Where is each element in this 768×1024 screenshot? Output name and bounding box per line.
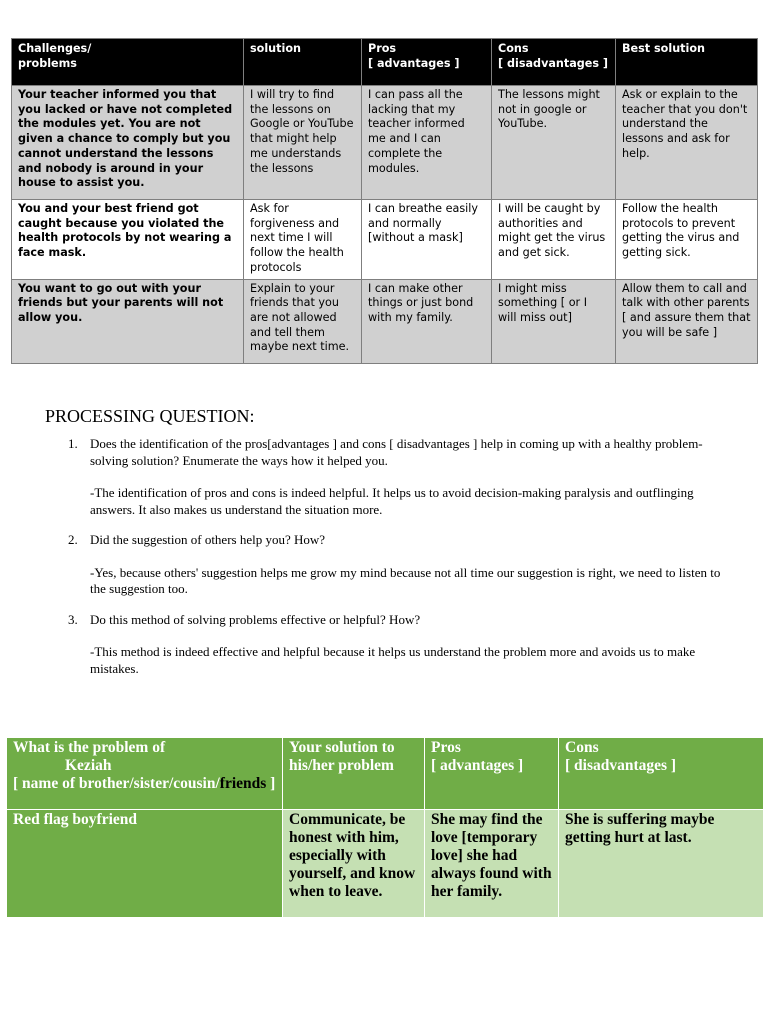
problem-cell: Red flag boyfriend xyxy=(7,810,283,918)
cons-cell: I might miss something [ or I will miss out] xyxy=(492,279,616,363)
keziah-table-header-row xyxy=(7,738,764,810)
list-item xyxy=(68,532,728,598)
header-problem-of xyxy=(7,738,283,810)
header-problem-name: Keziah xyxy=(65,757,112,774)
question-number: 3. xyxy=(68,611,78,627)
solution-cell: Ask for forgiveness and next time I will follow the health protocols xyxy=(244,200,362,280)
header-best-solution: Best solution xyxy=(616,39,758,86)
list-item xyxy=(68,436,728,518)
question-text: Does the identification of the pros[advantages ] and cons [ disadvantages ] help in coming up with a healthy problem-solving solution? Enumerate the ways how it helped you. xyxy=(90,436,703,468)
solution-cell: I will try to find the lessons on Google or YouTube that might help me understands the lessons xyxy=(244,86,362,200)
question-text: Did the suggestion of others help you? How? xyxy=(90,532,326,547)
question-number: 2. xyxy=(68,532,78,547)
header-pros: Pros [ advantages ] xyxy=(362,39,492,86)
challenge-cell: You want to go out with your friends but your parents will not allow you. xyxy=(12,279,244,363)
processing-question-title: PROCESSING QUESTION: xyxy=(45,406,255,426)
answer-text: -This method is indeed effective and helpful because it helps us understand the problem more and avoids us to make mistakes. xyxy=(90,644,696,676)
table-row xyxy=(12,200,758,280)
pros-cell: I can make other things or just bond with my family. xyxy=(362,279,492,363)
processing-question-list xyxy=(68,436,728,691)
answer-text: -Yes, because others' suggestion helps me grow my mind because not all time our suggestion is right, we need to listen to the suggestion too. xyxy=(90,564,721,596)
question-number: 1. xyxy=(68,436,78,451)
challenge-cell: You and your best friend got caught because you violated the health protocols by not wearing a face mask. xyxy=(12,200,244,280)
challenge-cell: Your teacher informed you that you lacked or have not completed the modules yet. You are not given a chance to comply but you cannot understand the lessons and nobody is around in your house to assist you. xyxy=(12,86,244,200)
best-solution-cell: Allow them to call and talk with other parents [ and assure them that you will be safe ] xyxy=(616,279,758,363)
header-problem-relation-text: [ name of brother/sister/cousin/ xyxy=(13,775,220,792)
best-solution-cell: Ask or explain to the teacher that you don't understand the lessons and ask for help. xyxy=(616,86,758,200)
header-problem-relation xyxy=(13,775,276,793)
answer-text: -The identification of pros and cons is indeed helpful. It helps us to avoid decision-making paralysis and outflinging answers. It also makes us understand the situation more. xyxy=(90,485,694,517)
keziah-problem-table xyxy=(6,737,764,918)
list-item xyxy=(68,612,728,678)
header-problem-friends: friends xyxy=(219,775,267,792)
table-row xyxy=(12,279,758,363)
header-solution: solution xyxy=(244,39,362,86)
header-pros: Pros [ advantages ] xyxy=(425,738,559,810)
cons-cell: She is suffering maybe getting hurt at last. xyxy=(559,810,764,918)
best-solution-cell: Follow the health protocols to prevent getting the virus and getting sick. xyxy=(616,200,758,280)
header-your-solution: Your solution to his/her problem xyxy=(283,738,425,810)
solution-cell: Explain to your friends that you are not allowed and tell them maybe next time. xyxy=(244,279,362,363)
table-row xyxy=(12,86,758,200)
question-text: Do this method of solving problems effective or helpful? How? xyxy=(90,611,421,627)
challenges-table-header-row xyxy=(12,39,758,86)
header-cons: Cons [ disadvantages ] xyxy=(492,39,616,86)
pros-cell: She may find the love [temporary love] she had always found with her family. xyxy=(425,810,559,918)
header-problem-close: ] xyxy=(266,775,276,792)
table-row xyxy=(7,810,764,918)
header-problem-line: What is the problem of xyxy=(13,739,166,756)
header-challenges: Challenges/ problems xyxy=(12,39,244,86)
solution-cell: Communicate, be honest with him, especially with yourself, and know when to leave. xyxy=(283,810,425,918)
pros-cell: I can breathe easily and normally [without a mask] xyxy=(362,200,492,280)
cons-cell: I will be caught by authorities and might get the virus and get sick. xyxy=(492,200,616,280)
header-cons: Cons [ disadvantages ] xyxy=(559,738,764,810)
challenges-table xyxy=(11,38,758,364)
pros-cell: I can pass all the lacking that my teacher informed me and I can complete the modules. xyxy=(362,86,492,200)
cons-cell: The lessons might not in google or YouTube. xyxy=(492,86,616,200)
